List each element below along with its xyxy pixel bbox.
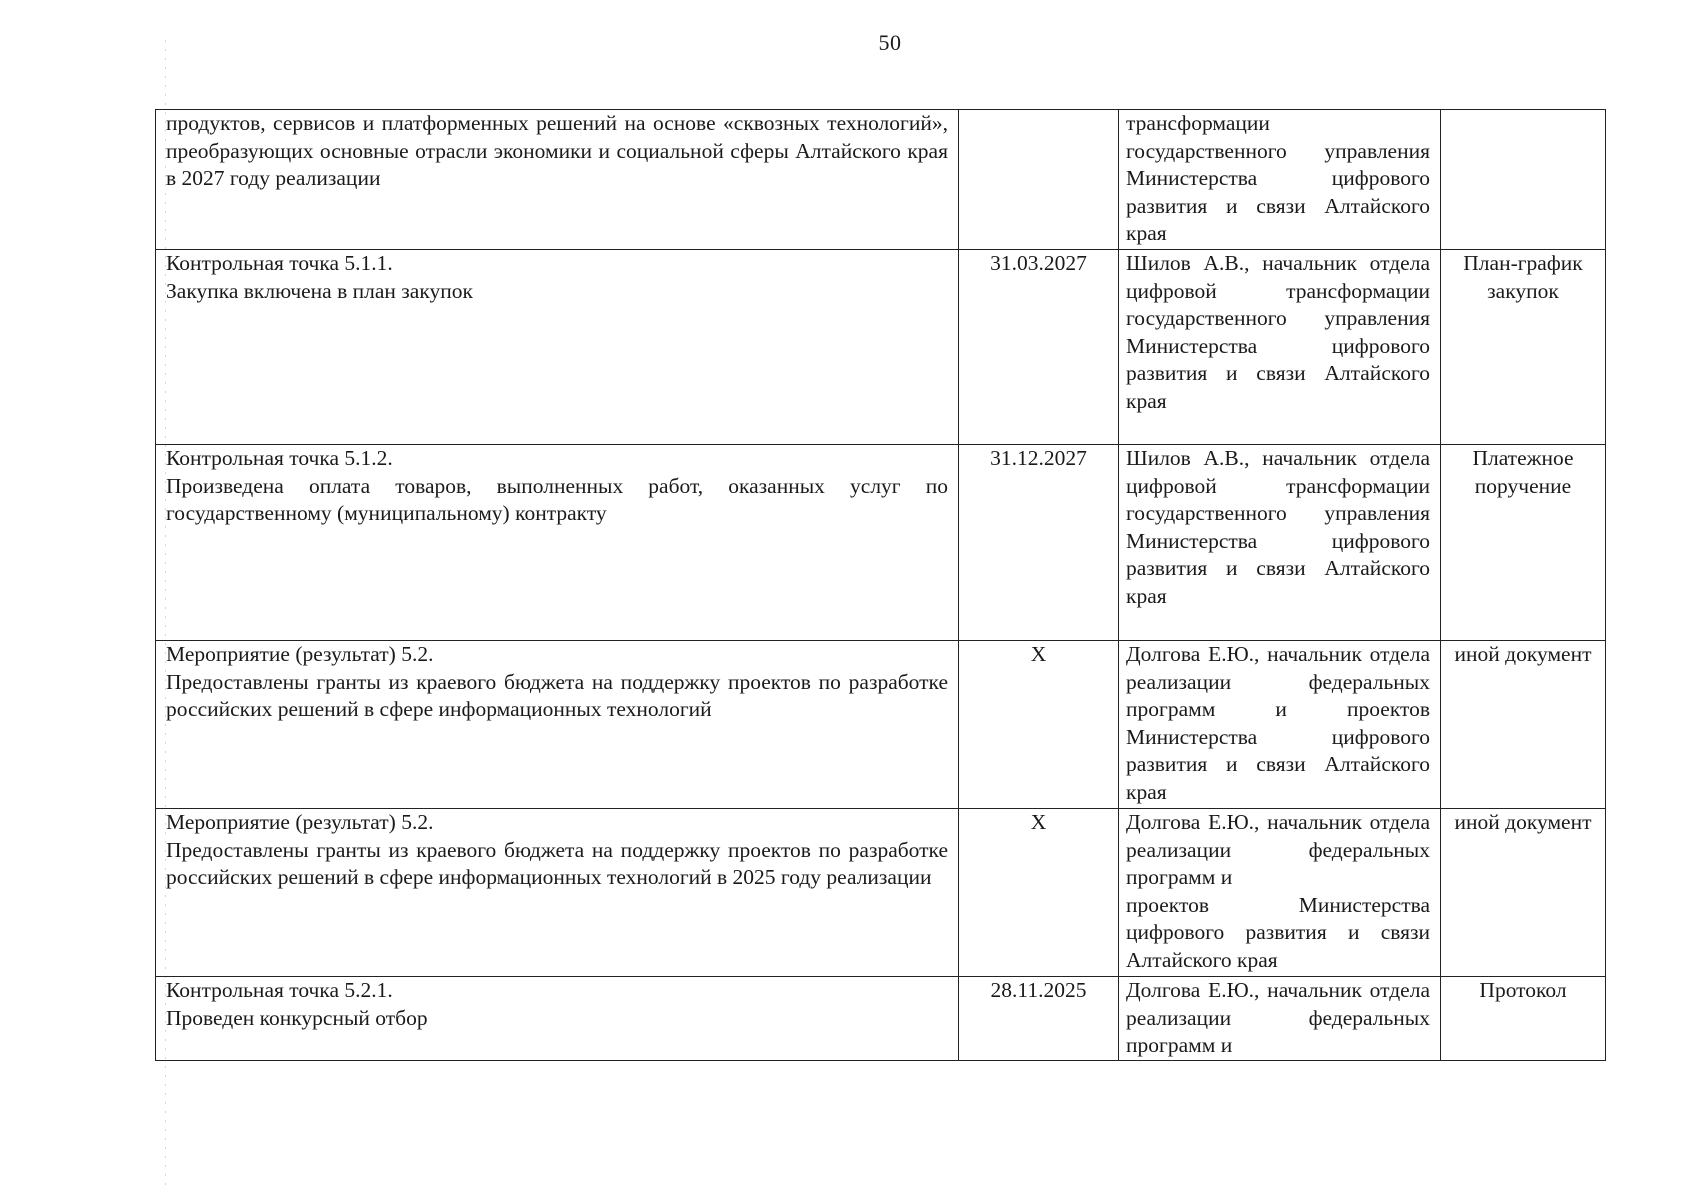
document-type-cell: иной документ <box>1441 641 1606 809</box>
checkpoint-description: Произведена оплата товаров, выполненных работ, оказанных услуг по государственному (муниципальному) контракту <box>166 473 948 525</box>
responsible-cell: Шилов А.В., начальник отдела цифровой трансформации государственного управления Министерства цифрового развития и связи Алтайского края <box>1119 445 1441 641</box>
responsible-cell: Шилов А.В., начальник отдела цифровой трансформации государственного управления Министерства цифрового развития и связи Алтайского края <box>1119 250 1441 445</box>
document-type-cell <box>1441 110 1606 250</box>
activity-cell <box>156 641 959 809</box>
checkpoint-description: Проведен конкурсный отбор <box>166 1005 428 1030</box>
responsible-cell: Долгова Е.Ю., начальник отдела реализации федеральных программ и проектов Министерства цифрового развития и связи Алтайского края <box>1119 641 1441 809</box>
activity-cell <box>156 809 959 977</box>
document-type-cell: иной документ <box>1441 809 1606 977</box>
activity-text: продуктов, сервисов и платформенных решений на основе «сквозных технологий», преобразующих основные отрасли экономики и социальной сферы Алтайского края в 2027 году реализации <box>166 111 948 190</box>
plan-table <box>155 109 1606 1061</box>
table-row <box>156 977 1606 1061</box>
deadline-cell: X <box>959 809 1119 977</box>
table-row <box>156 641 1606 809</box>
document-type-cell: План-график закупок <box>1441 250 1606 445</box>
result-title: Мероприятие (результат) 5.2. <box>166 642 434 666</box>
activity-cell <box>156 250 959 445</box>
table-row <box>156 445 1606 641</box>
deadline-cell: X <box>959 641 1119 809</box>
document-type-cell: Протокол <box>1441 977 1606 1061</box>
responsible-cell: трансформации государственного управления Министерства цифрового развития и связи Алтайского края <box>1119 110 1441 250</box>
activity-cell <box>156 445 959 641</box>
deadline-cell <box>959 110 1119 250</box>
deadline-cell: 31.12.2027 <box>959 445 1119 641</box>
page-number: 50 <box>878 30 902 55</box>
checkpoint-title: Контрольная точка 5.2.1. <box>166 978 393 1002</box>
checkpoint-title: Контрольная точка 5.1.1. <box>166 251 393 275</box>
activity-cell <box>156 110 959 250</box>
result-description: Предоставлены гранты из краевого бюджета на поддержку проектов по разработке российских решений в сфере информационных технологий <box>166 669 948 721</box>
deadline-cell: 31.03.2027 <box>959 250 1119 445</box>
responsible-text-continued: проектов Министерства цифрового развития и связи Алтайского края <box>1126 892 1430 972</box>
document-type-cell: Платежное поручение <box>1441 445 1606 641</box>
responsible-cell <box>1119 809 1441 977</box>
responsible-text: Долгова Е.Ю., начальник отдела реализации федеральных программ и <box>1126 810 1430 889</box>
table-row <box>156 110 1606 250</box>
deadline-cell: 28.11.2025 <box>959 977 1119 1061</box>
table-row <box>156 809 1606 977</box>
table-row <box>156 250 1606 445</box>
checkpoint-title: Контрольная точка 5.1.2. <box>166 446 393 470</box>
activity-cell <box>156 977 959 1061</box>
responsible-cell: Долгова Е.Ю., начальник отдела реализации федеральных программ и <box>1119 977 1441 1061</box>
result-title: Мероприятие (результат) 5.2. <box>166 810 434 834</box>
checkpoint-description: Закупка включена в план закупок <box>166 278 473 303</box>
result-description: Предоставлены гранты из краевого бюджета на поддержку проектов по разработке российских решений в сфере информационных технологий в 2025 году реализации <box>166 837 948 889</box>
